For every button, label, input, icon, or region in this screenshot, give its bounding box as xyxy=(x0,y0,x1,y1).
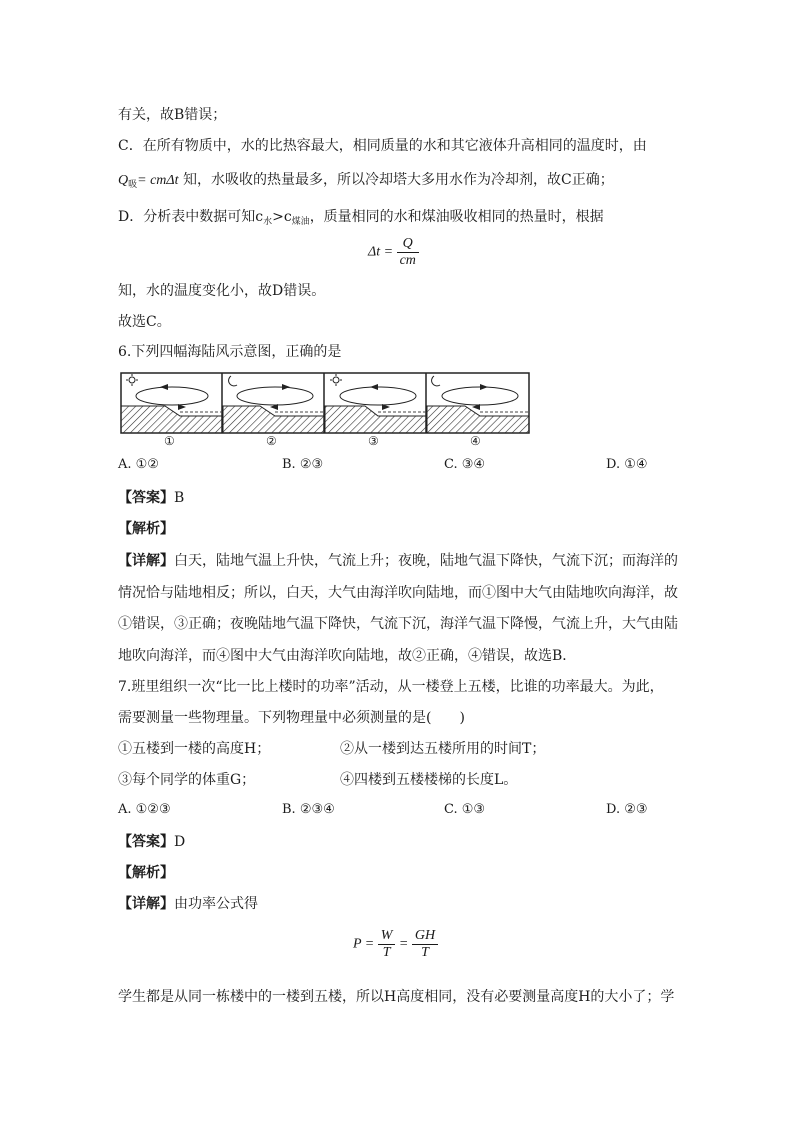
q6-option-b: B. ②③ xyxy=(282,457,324,472)
q6-analysis: 【解析】 xyxy=(118,521,174,537)
q6-option-c: C. ③④ xyxy=(444,457,486,472)
q7-item-3: ③每个同学的体重G； xyxy=(118,772,256,788)
diagram-label-1: ① xyxy=(164,434,175,448)
diagram-label-4: ④ xyxy=(470,434,481,448)
text-line: 知，水的温度变化小，故D错误。 xyxy=(118,283,326,299)
text-line: D．分析表中数据可知$c_水>c_{煤油}$，质量相同的水和煤油吸收相同的热量时，根据 xyxy=(118,209,604,227)
q6-detail: ①错误，③正确；夜晚陆地气温下降快，气流下沉，海洋气温下降慢，气流上升，大气由陆 xyxy=(118,616,678,632)
panel-2 xyxy=(223,376,324,433)
question-7: 7.班里组织一次“比一比上楼时的功率”活动，从一楼登上五楼，比谁的功率最大。为此， xyxy=(118,679,664,695)
panel-3 xyxy=(325,374,426,433)
q7-item-1: ①五楼到一楼的高度H； xyxy=(118,741,271,757)
formula-power: P = $\frac{W}{T}$ = $\frac{GH}{T}$ xyxy=(353,928,438,961)
q7-option-a: A. ①②③ xyxy=(118,802,171,817)
diagram-label-3: ③ xyxy=(368,434,379,448)
q6-answer: 【答案】B xyxy=(118,490,185,506)
q7-option-c: C. ①③ xyxy=(444,802,486,817)
sun-icon xyxy=(126,374,138,386)
q6-detail: 【详解】白天，陆地气温上升快，气流上升；夜晚，陆地气温下降快，气流下沉；而海洋的 xyxy=(118,553,678,569)
q7-detail: 【详解】由功率公式得 xyxy=(118,896,258,912)
q7-answer: 【答案】D xyxy=(118,834,186,850)
text-line: 有关，故B错误； xyxy=(118,107,227,123)
diagram-svg xyxy=(120,372,530,450)
sea-land-breeze-diagram xyxy=(120,372,530,450)
question-6: 6.下列四幅海陆风示意图，正确的是 xyxy=(118,344,342,360)
panel-1 xyxy=(121,374,222,433)
question-7: 需要测量一些物理量。下列物理量中必须测量的是( ) xyxy=(118,710,465,726)
panel-4 xyxy=(427,376,529,433)
q6-option-a: A. ①② xyxy=(118,457,159,472)
q6-detail: 地吹向海洋，而④图中大气由海洋吹向陆地，故②正确，④错误，故选B． xyxy=(118,648,577,664)
text-line: C．在所有物质中，水的比热容最大，相同质量的水和其它液体升高相同的温度时，由 xyxy=(118,138,647,154)
q7-analysis: 【解析】 xyxy=(118,865,174,881)
sun-icon xyxy=(330,374,342,386)
q7-option-d: D. ②③ xyxy=(606,802,648,817)
q7-item-4: ④四楼到五楼楼梯的长度L。 xyxy=(340,772,518,788)
q7-item-2: ②从一楼到达五楼所用的时间T； xyxy=(340,741,546,757)
formula-delta-t: Δt = $\frac{Q}{cm}$ xyxy=(368,236,419,269)
moon-icon xyxy=(229,376,237,386)
q7-detail: 学生都是从同一栋楼中的一楼到五楼，所以H高度相同，没有必要测量高度H的大小了；学 xyxy=(118,989,675,1005)
formula-q: Q xyxy=(118,173,129,188)
q6-detail: 情况恰与陆地相反；所以，白天，大气由海洋吹向陆地，而①图中大气由陆地吹向海洋，故 xyxy=(118,585,678,601)
diagram-label-2: ② xyxy=(266,434,277,448)
text-line: $Q_吸= cm\Delta t$ 知，水吸收的热量最多，所以冷却塔大多用水作为冷却剂，故C正确； xyxy=(118,172,614,190)
moon-icon xyxy=(432,376,440,386)
q7-option-b: B. ②③④ xyxy=(282,802,335,817)
text-line: 故选C。 xyxy=(118,314,171,330)
q6-option-d: D. ①④ xyxy=(606,457,648,472)
